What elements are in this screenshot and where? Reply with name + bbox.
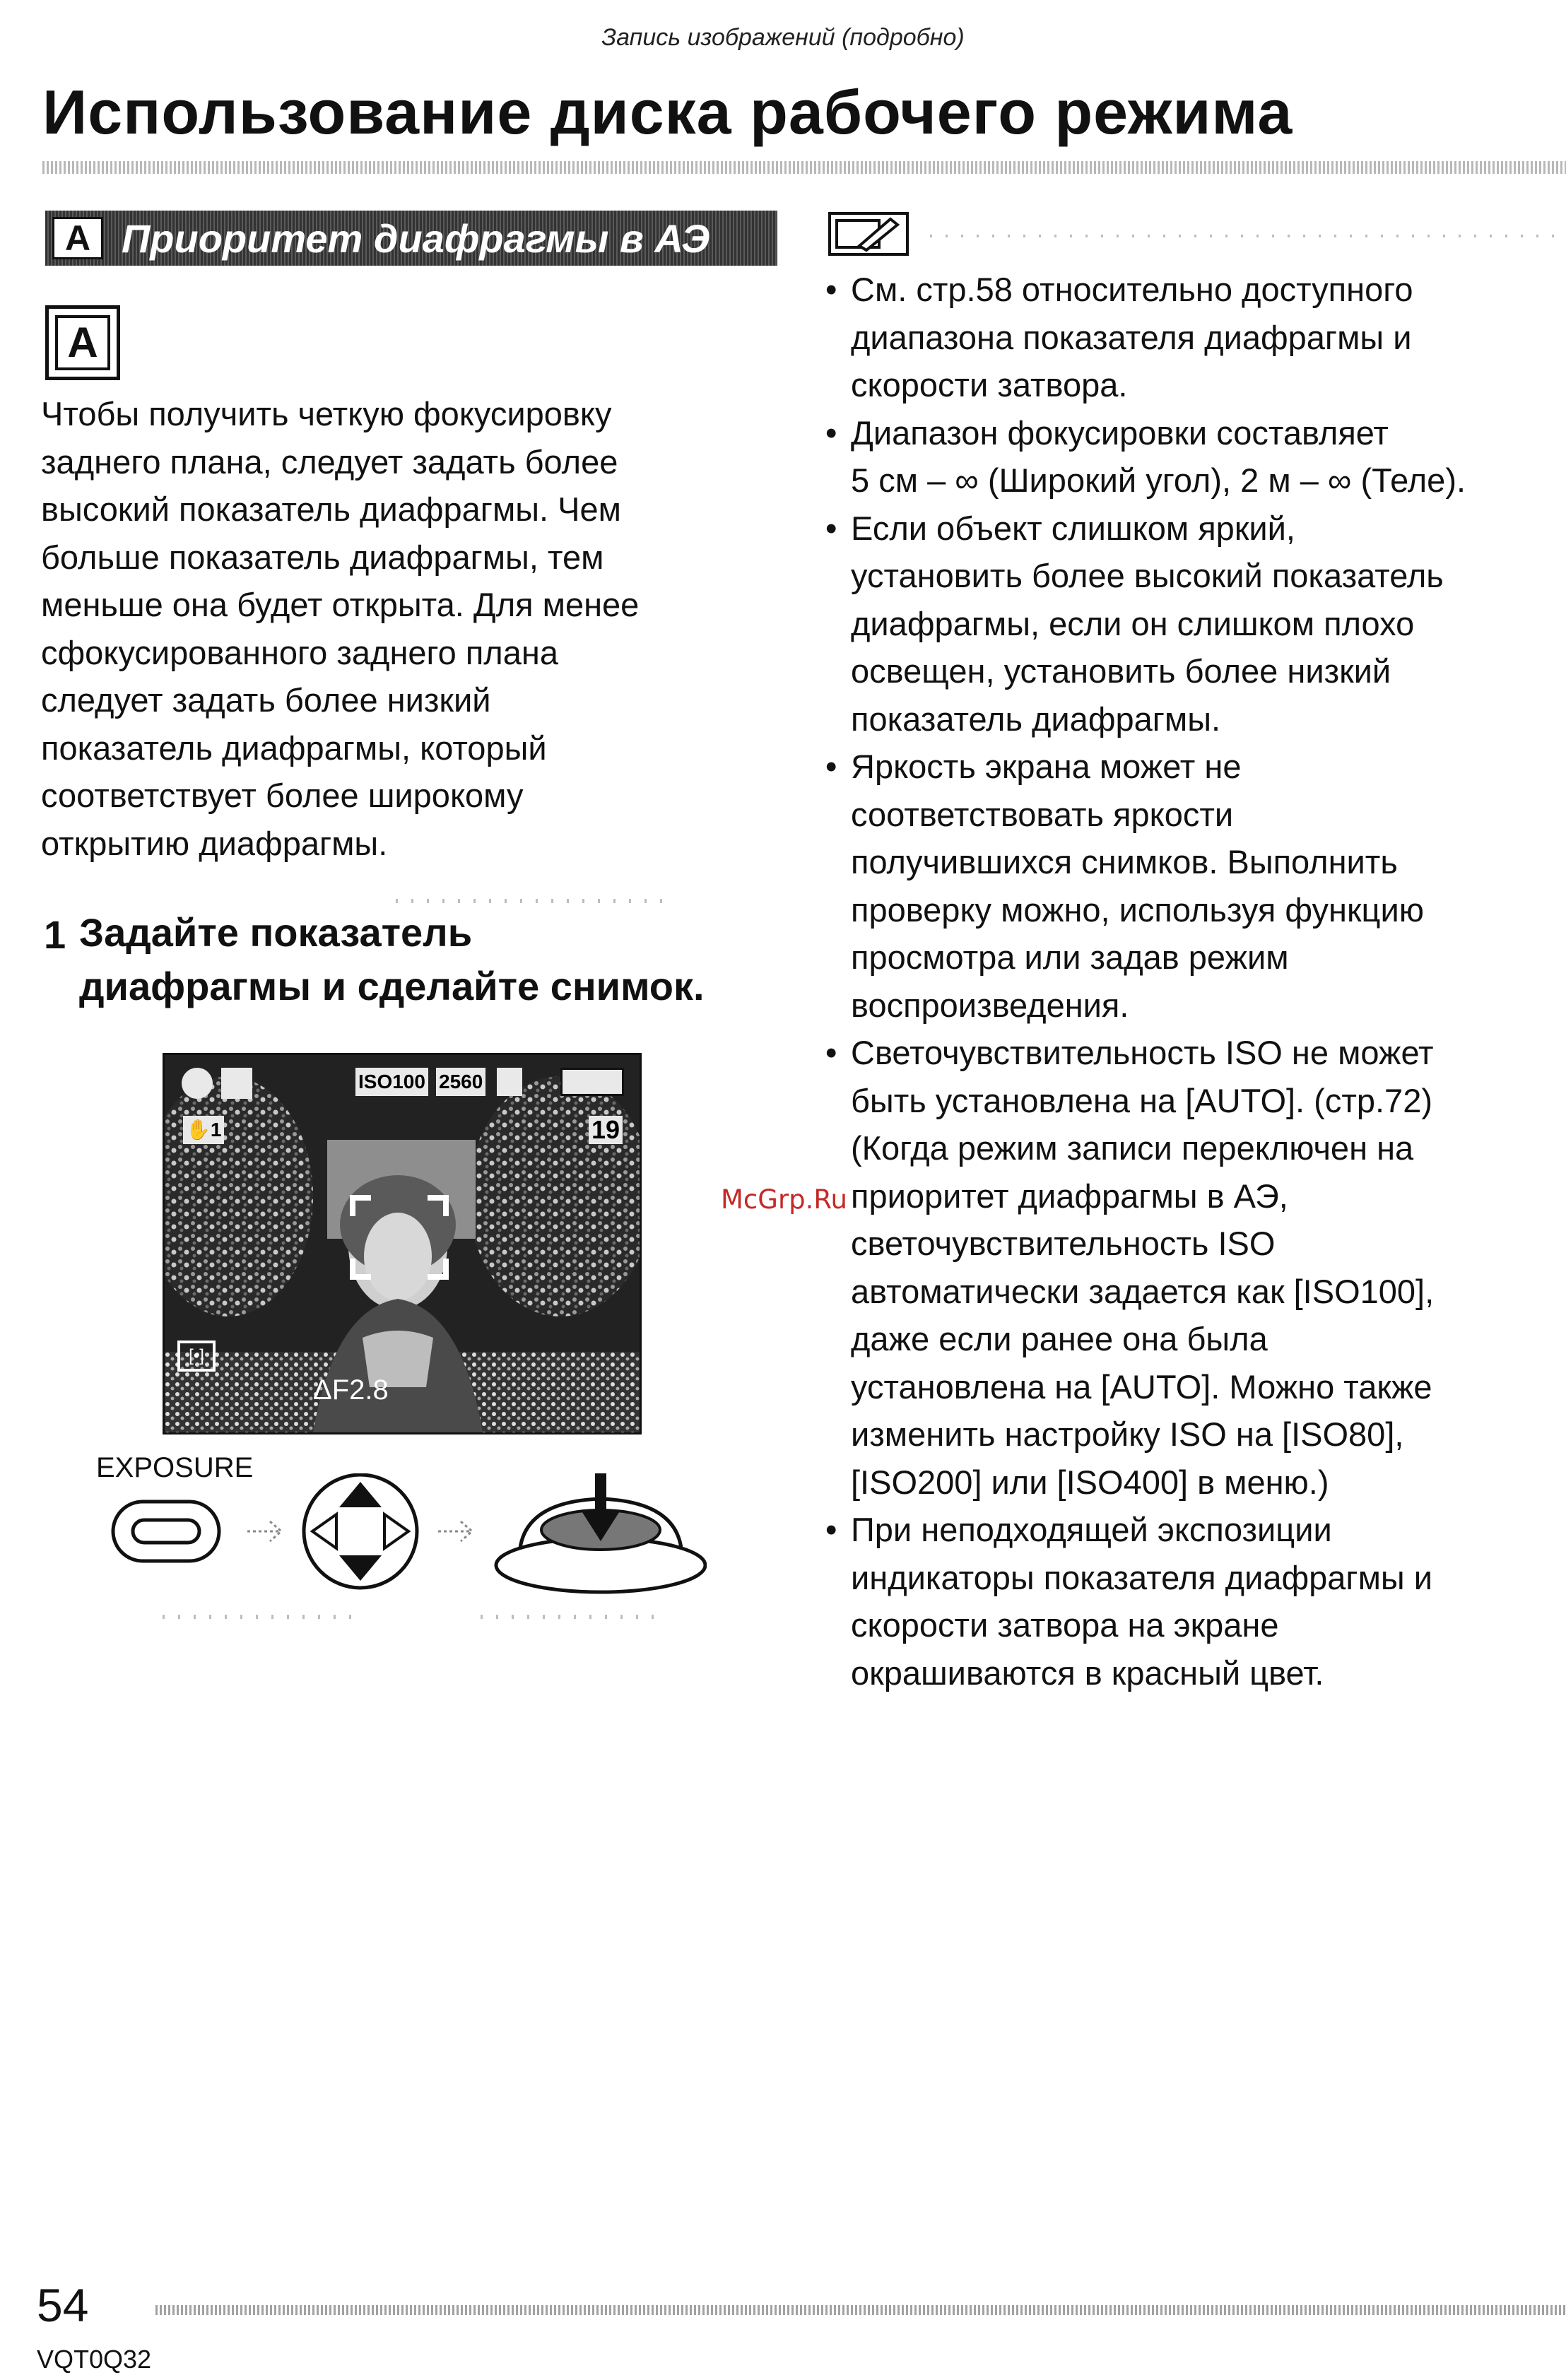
intro-line: сфокусированного заднего плана bbox=[41, 633, 558, 671]
dotted-separator bbox=[163, 1615, 360, 1619]
intro-line: Чтобы получить четкую фокусировку bbox=[41, 395, 612, 432]
note-item bbox=[820, 1506, 1555, 1697]
note-line: автоматически задается как [ISO100], bbox=[851, 1272, 1435, 1310]
intro-line: соответствует более широкому bbox=[41, 777, 524, 814]
page-title: Использование диска рабочего режима bbox=[42, 77, 1293, 147]
title-divider bbox=[42, 161, 1566, 174]
note-line: воспроизведения. bbox=[851, 986, 1129, 1024]
note-line: • Яркость экрана может не bbox=[851, 748, 1242, 785]
note-line: установлена на [AUTO]. Можно также bbox=[851, 1367, 1432, 1406]
arrow-icon bbox=[438, 1521, 472, 1541]
metering-icon: [•] bbox=[177, 1341, 216, 1372]
iso-indicator: ISO100 bbox=[355, 1068, 428, 1096]
battery-icon bbox=[560, 1068, 624, 1096]
step-line: диафрагмы и сделайте снимок. bbox=[79, 964, 705, 1008]
watermark: McGrp.Ru bbox=[721, 1184, 847, 1215]
note-line: скорости затвора. bbox=[851, 366, 1128, 403]
note-line: диапазона показателя диафрагмы и bbox=[851, 318, 1412, 356]
note-icon bbox=[828, 212, 909, 256]
intro-paragraph bbox=[41, 390, 790, 867]
note-line: • См. стр.58 относительно доступного bbox=[851, 271, 1413, 308]
note-line: изменить настройку ISO на [ISO80], bbox=[851, 1415, 1404, 1453]
note-item bbox=[820, 266, 1555, 409]
mode-icon-letter: A bbox=[55, 315, 110, 370]
note-line: диафрагмы, если он слишком плохо bbox=[851, 604, 1415, 642]
shutter-button-icon bbox=[496, 1473, 705, 1592]
intro-line: следует задать более низкий bbox=[41, 681, 491, 719]
note-line: установить более высокий показатель bbox=[851, 557, 1444, 594]
step-line: Задайте показатель bbox=[79, 910, 473, 955]
note-line: проверку можно, используя функцию bbox=[851, 890, 1424, 929]
exposure-label: EXPOSURE bbox=[96, 1452, 254, 1483]
aperture-priority-mode-icon bbox=[45, 305, 120, 380]
section-letter-badge: A bbox=[52, 217, 103, 259]
step-instruction bbox=[79, 906, 786, 1013]
intro-line: заднего плана, следует задать более bbox=[41, 442, 618, 481]
note-line: приоритет диафрагмы в АЭ, bbox=[851, 1177, 1288, 1215]
note-line: окрашиваются в красный цвет. bbox=[851, 1654, 1324, 1692]
card-icon bbox=[497, 1068, 522, 1096]
note-item bbox=[820, 505, 1555, 743]
note-line: 5 см – ∞ (Широкий угол), 2 м – ∞ (Теле). bbox=[851, 461, 1466, 499]
note-item bbox=[820, 743, 1555, 1029]
stabilizer-indicator bbox=[183, 1116, 224, 1144]
intro-line: меньше она будет открыта. Для менее bbox=[41, 586, 640, 623]
intro-line: открытию диафрагмы. bbox=[41, 824, 388, 862]
note-item bbox=[820, 409, 1555, 505]
cursor-button-icon bbox=[304, 1475, 417, 1588]
note-line: • Светочувствительность ISO не может bbox=[851, 1034, 1434, 1071]
pencil-icon bbox=[831, 215, 906, 253]
aperture-value: F2.8 bbox=[331, 1374, 389, 1406]
footer-divider bbox=[155, 2305, 1566, 2315]
scene-icon bbox=[221, 1068, 252, 1099]
note-divider bbox=[930, 235, 1566, 237]
note-line: освещен, установить более низкий bbox=[851, 652, 1391, 690]
mode-dial-icon bbox=[182, 1068, 213, 1099]
shutter-speed-indicator: 2560 bbox=[436, 1068, 485, 1096]
note-line: • Если объект слишком яркий, bbox=[851, 509, 1295, 547]
note-line: светочувствительность ISO bbox=[851, 1225, 1276, 1262]
note-line: просмотра или задав режим bbox=[851, 938, 1289, 976]
control-sequence-diagram bbox=[106, 1473, 707, 1601]
note-line: показатель диафрагмы. bbox=[851, 700, 1221, 738]
notes-list bbox=[820, 266, 1555, 1697]
dotted-separator bbox=[481, 1615, 657, 1619]
section-header bbox=[45, 211, 777, 266]
remaining-shots: 19 bbox=[589, 1116, 623, 1144]
note-line: быть установлена на [AUTO]. (стр.72) bbox=[851, 1081, 1432, 1119]
af-frame-icon bbox=[350, 1195, 449, 1280]
document-code: VQT0Q32 bbox=[37, 2345, 152, 2374]
intro-line: показатель диафрагмы, который bbox=[41, 729, 547, 767]
stabilizer-mode: 1 bbox=[210, 1119, 222, 1141]
note-item bbox=[820, 1029, 1555, 1506]
note-line: индикаторы показателя диафрагмы и bbox=[851, 1558, 1432, 1596]
page-subtitle: Запись изображений (подробно) bbox=[601, 24, 965, 51]
dotted-separator bbox=[396, 899, 664, 903]
note-line: скорости затвора на экране bbox=[851, 1606, 1279, 1644]
note-line: (Когда режим записи переключен на bbox=[851, 1129, 1414, 1167]
section-title: Приоритет диафрагмы в АЭ bbox=[122, 216, 710, 261]
stabilizer-icon: ✋ bbox=[186, 1119, 211, 1141]
note-line: соответствовать яркости bbox=[851, 795, 1234, 833]
note-line: • Диапазон фокусировки составляет bbox=[851, 413, 1389, 452]
aperture-arrow-icon: Δ bbox=[313, 1374, 332, 1406]
step-number: 1 bbox=[44, 912, 66, 957]
page-number: 54 bbox=[37, 2279, 89, 2331]
aperture-indicator bbox=[313, 1374, 389, 1406]
exposure-button-icon bbox=[113, 1502, 219, 1561]
note-line: • При неподходящей экспозиции bbox=[851, 1511, 1332, 1548]
note-line: даже если ранее она была bbox=[851, 1320, 1268, 1357]
camera-lcd-screen bbox=[163, 1053, 642, 1435]
arrow-icon bbox=[247, 1521, 281, 1541]
intro-line: больше показатель диафрагмы, тем bbox=[41, 538, 604, 576]
intro-line: высокий показатель диафрагмы. Чем bbox=[41, 490, 621, 528]
note-line: [ISO200] или [ISO400] в меню.) bbox=[851, 1463, 1329, 1501]
note-line: получившихся снимков. Выполнить bbox=[851, 843, 1398, 880]
